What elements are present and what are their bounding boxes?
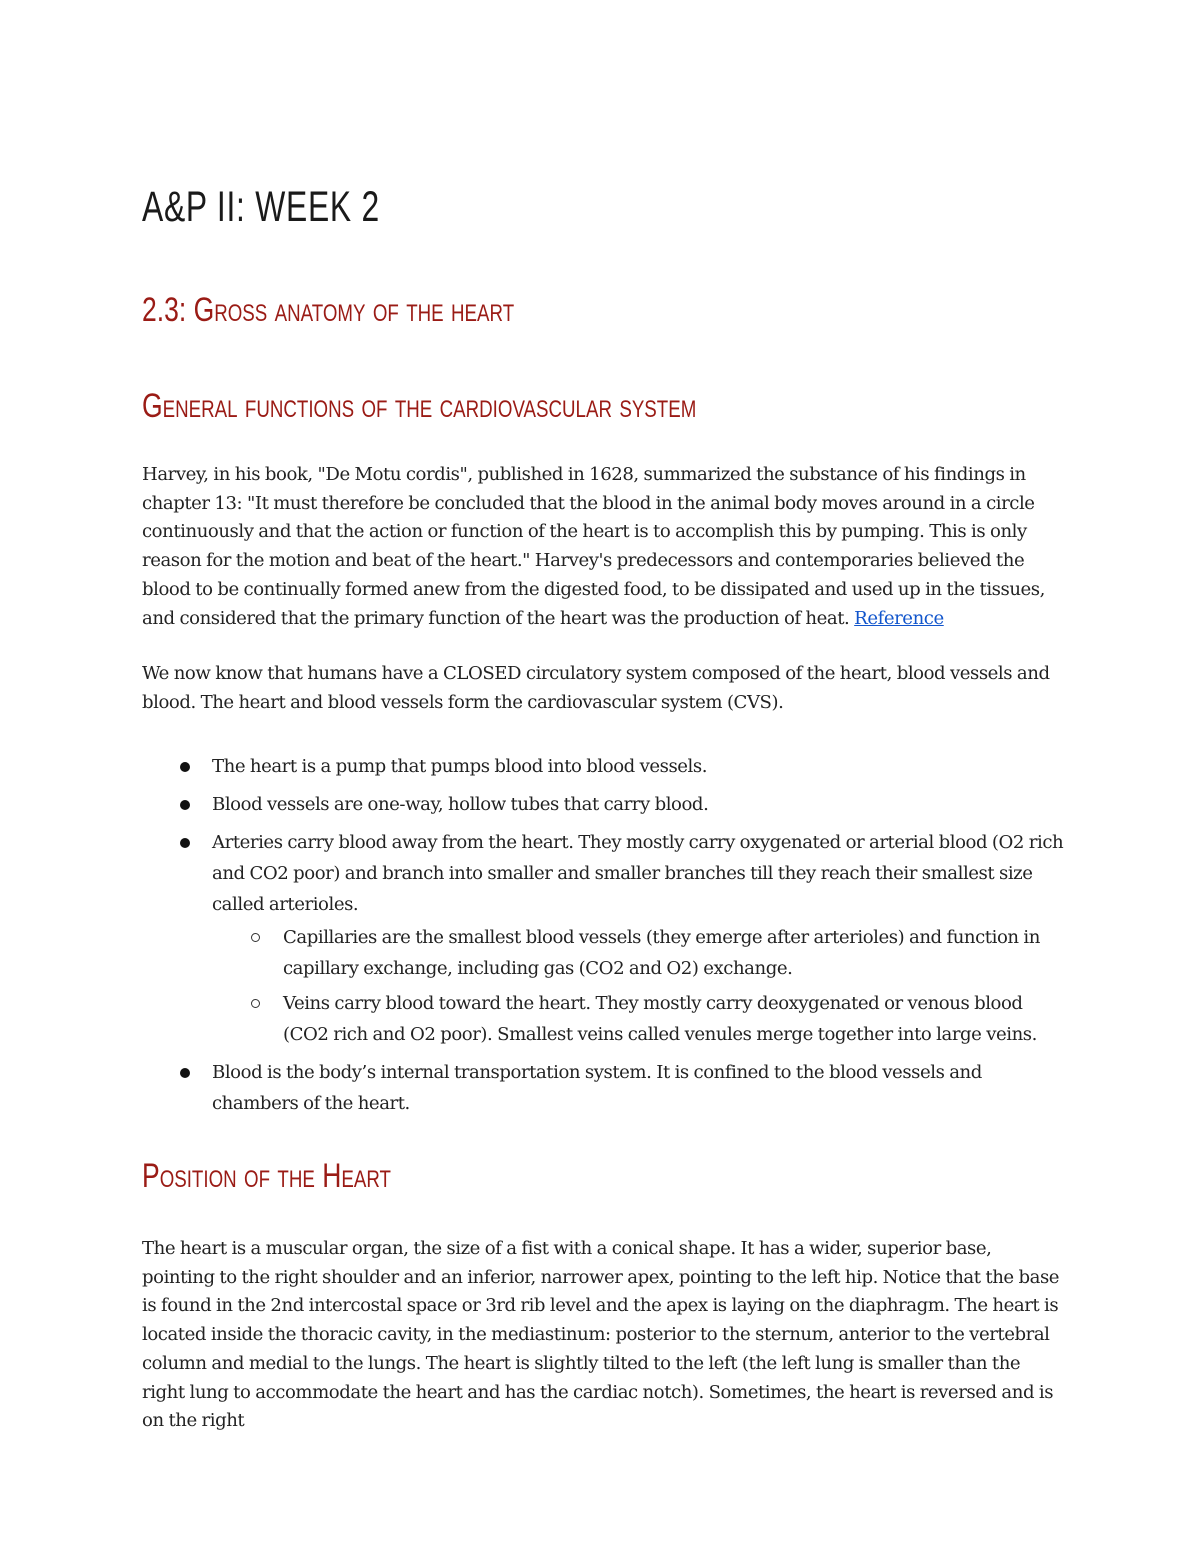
sub-list-item bbox=[212, 988, 1067, 1050]
list-item bbox=[142, 751, 1067, 782]
closed-system-paragraph: We now know that humans have a CLOSED circulatory system composed of the heart, blood vessels and blood. The heart and blood vessels form the cardiovascular system (CVS). bbox=[142, 663, 1050, 713]
harvey-paragraph bbox=[142, 461, 1067, 633]
bullet-dot-icon bbox=[180, 800, 190, 810]
sub-list-item-text: Capillaries are the smallest blood vessels (they emerge after arterioles) and function in capillary exchange, including gas (CO2 and O2) exchange. bbox=[283, 927, 1040, 979]
bullet-dot-icon bbox=[180, 838, 190, 848]
hollow-circle-bullet-icon bbox=[251, 999, 260, 1008]
list-item bbox=[142, 827, 1067, 1050]
harvey-paragraph-text: Harvey, in his book, "De Motu cordis", published in 1628, summarized the substance of his findings in chapter 13: "It must therefore be concluded that the blood in the animal body moves around in a circle continuously and that the action or function of the heart is to accomplish this by pumping. This is only reason for the motion and beat of the heart." Harvey's predecessors and contemporaries believed the blood to be continually formed anew from the digested food, to be dissipated and used up in the tissues, and considered that the primary function of the heart was the production of heat. bbox=[142, 464, 1045, 629]
sub-bullet-list bbox=[212, 922, 1067, 1050]
section-heading: 2.3: Gross anatomy of the heart bbox=[142, 291, 515, 329]
sub-list-item-text: Veins carry blood toward the heart. They mostly carry deoxygenated or venous blood (CO2 rich and O2 poor). Smallest veins called venules merge together into large veins. bbox=[283, 993, 1037, 1045]
subsection-heading-position: Position of the Heart bbox=[142, 1157, 391, 1195]
bullet-dot-icon bbox=[180, 1068, 190, 1078]
bullet-list bbox=[142, 751, 1067, 1126]
list-item-text: Arteries carry blood away from the heart. They mostly carry oxygenated or arterial blood (O2 rich and CO2 poor) and branch into smaller and smaller branches till they reach their smallest size called arterioles. bbox=[212, 832, 1064, 915]
list-item-text: Blood is the body’s internal transportation system. It is confined to the blood vessels and chambers of the heart. bbox=[212, 1062, 982, 1114]
list-item-text: Blood vessels are one-way, hollow tubes that carry blood. bbox=[212, 794, 709, 815]
list-item-text: The heart is a pump that pumps blood into blood vessels. bbox=[212, 756, 708, 777]
document-title: A&P II: WEEK 2 bbox=[142, 183, 380, 231]
reference-link[interactable]: Reference bbox=[854, 607, 944, 629]
bullet-dot-icon bbox=[180, 762, 190, 772]
hollow-circle-bullet-icon bbox=[251, 933, 260, 942]
list-item bbox=[142, 789, 1067, 820]
subsection-heading-general-functions: General functions of the cardiovascular system bbox=[142, 387, 697, 425]
list-item bbox=[142, 1057, 1067, 1119]
sub-list-item bbox=[212, 922, 1067, 984]
position-paragraph: The heart is a muscular organ, the size of a fist with a conical shape. It has a wider, superior base, pointing to the right shoulder and an inferior, narrower apex, pointing to the left hip. Notice that the base is found in the 2nd intercostal space or 3rd rib level and the apex is laying on the diaphragm. The heart is located inside the thoracic cavity, in the mediastinum: posterior to the sternum, anterior to the vertebral column and medial to the lungs. The heart is slightly tilted to the left (the left lung is smaller than the right lung to accommodate the heart and has the cardiac notch). Sometimes, the heart is reversed and is on the right bbox=[142, 1238, 1060, 1432]
